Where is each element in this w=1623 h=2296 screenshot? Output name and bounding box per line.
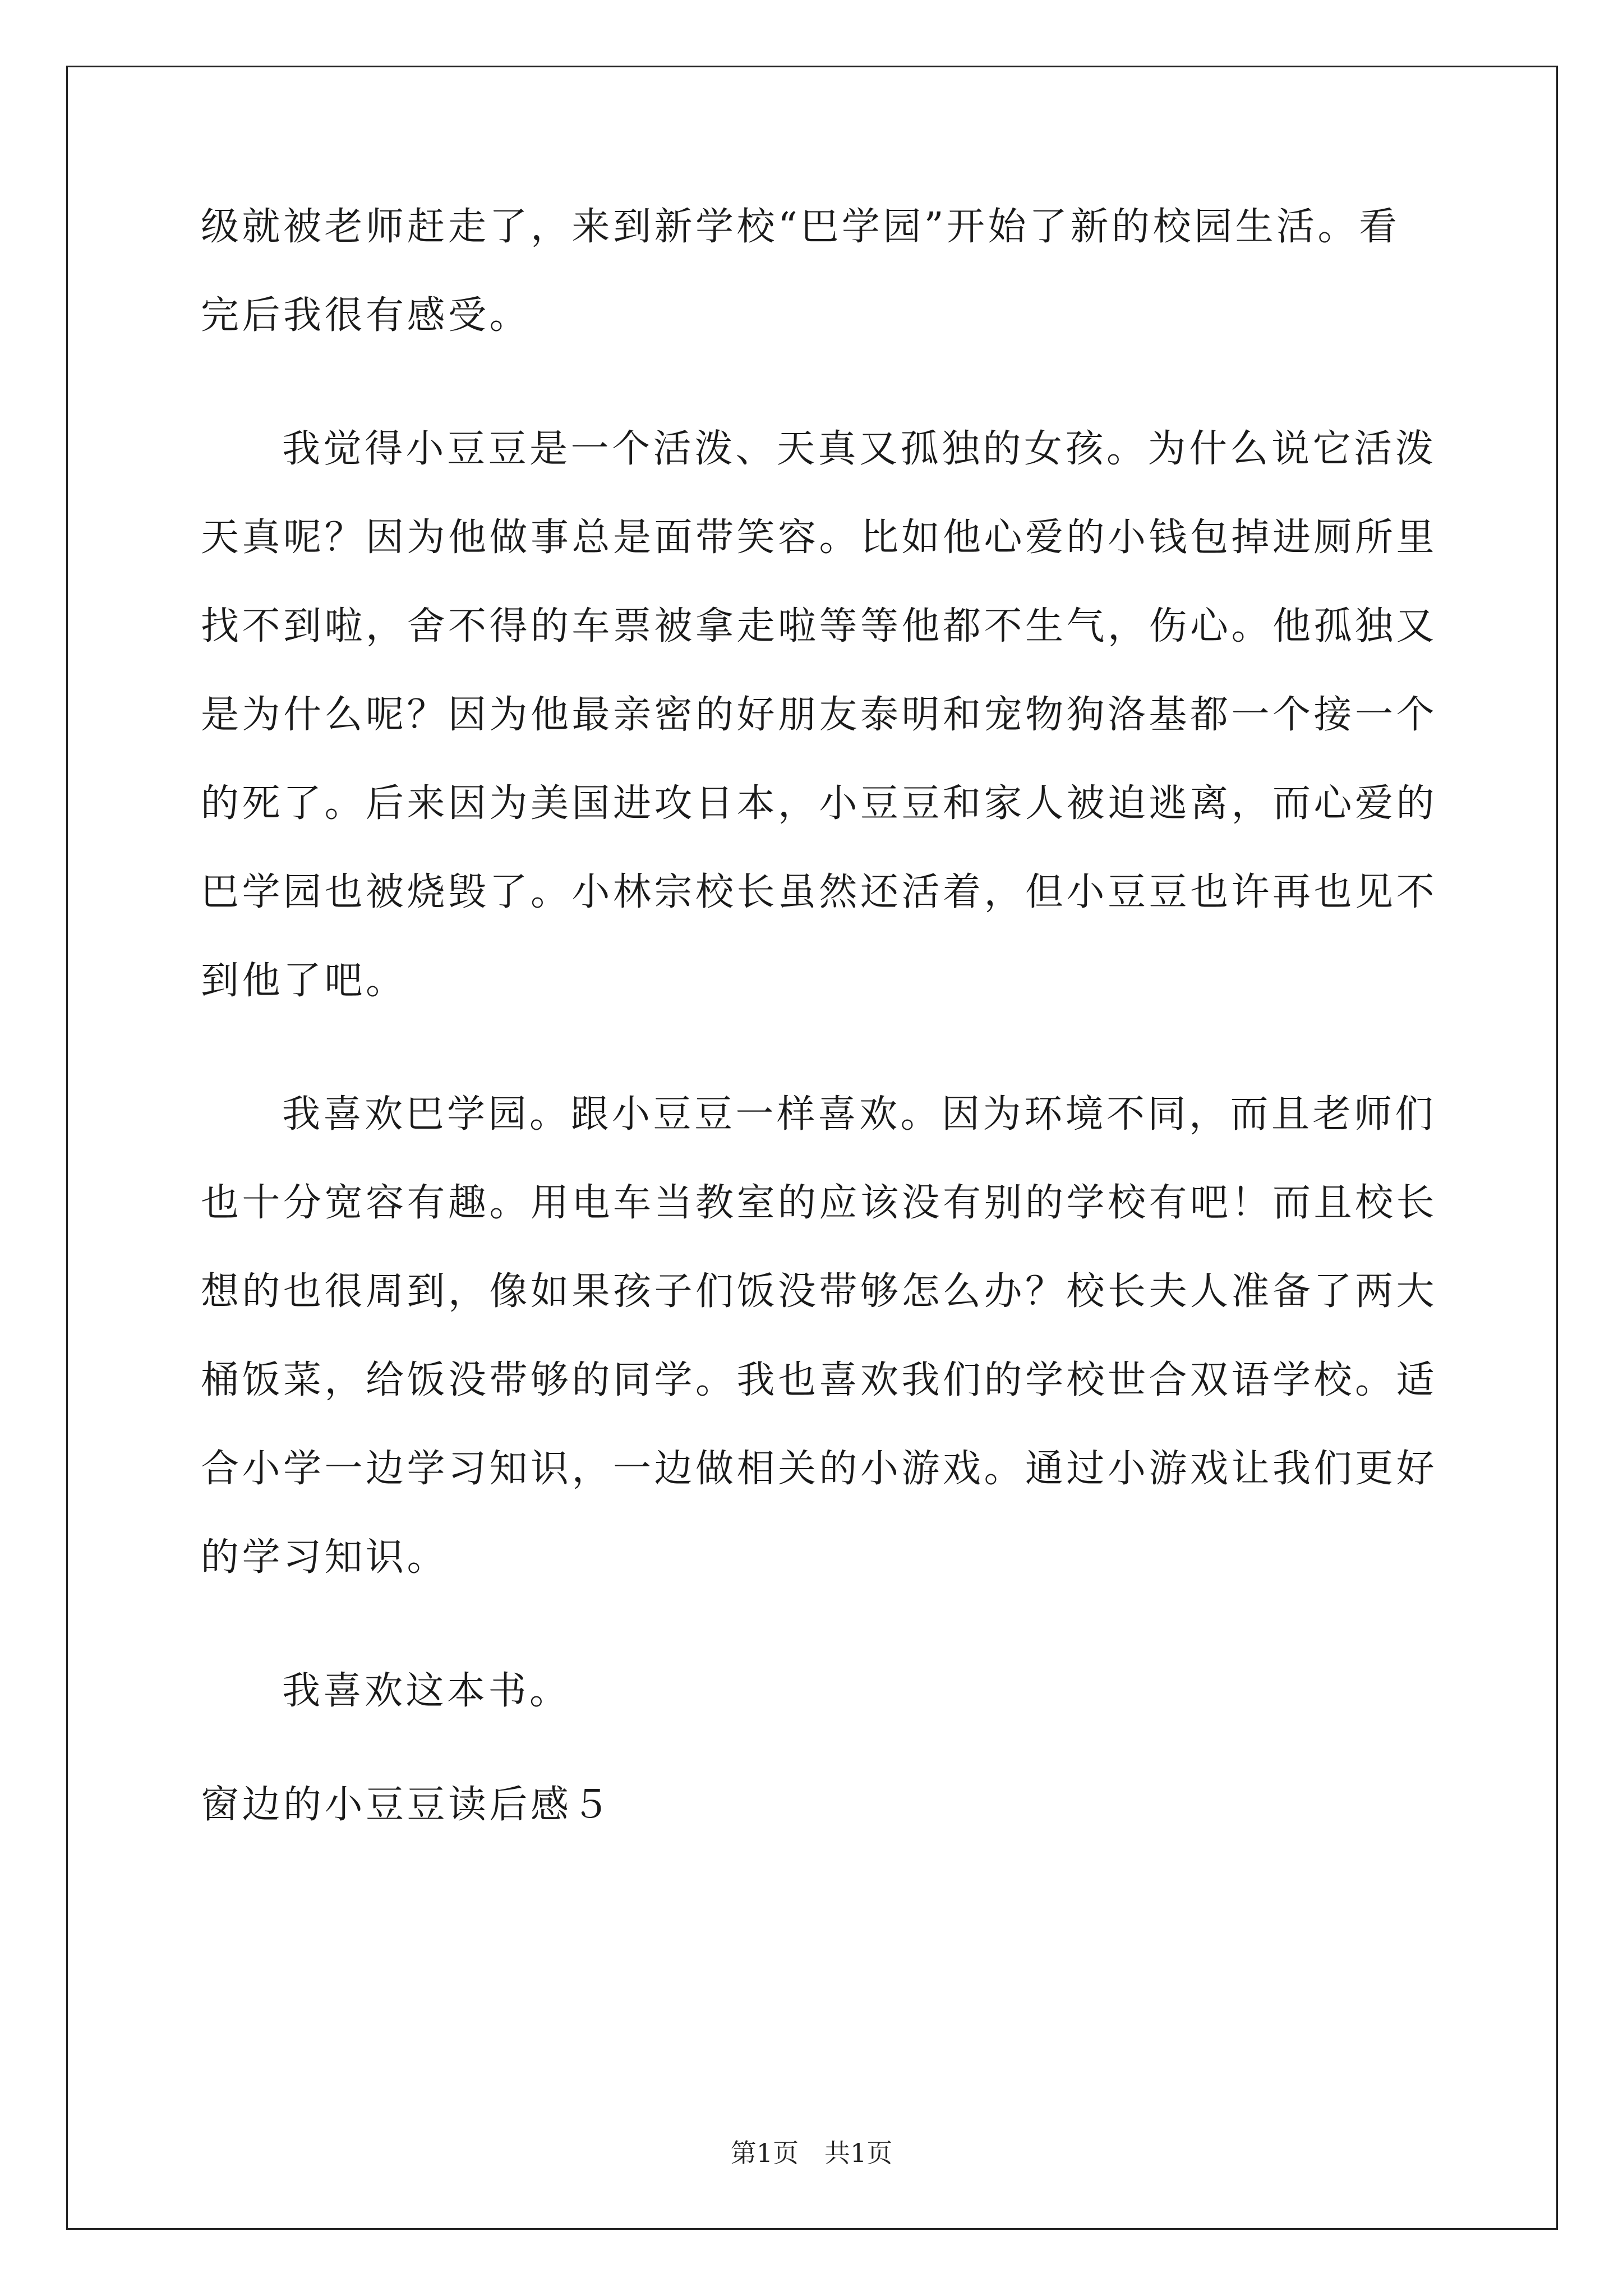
section-heading: 窗边的小豆豆读后感５	[201, 1783, 614, 1827]
text-line: 桶饭菜，给饭没带够的同学。我也喜欢我们的学校世合双语学校。适	[201, 1358, 1438, 1402]
page-border	[66, 66, 1558, 2230]
text-line: 的死了。后来因为美国进攻日本，小豆豆和家人被迫逃离，而心爱的	[201, 781, 1438, 826]
text-line: 巴学园也被烧毁了。小林宗校长虽然还活着，但小豆豆也许再也见不	[201, 870, 1438, 914]
text-line: 到他了吧。	[201, 959, 407, 1003]
text-line: 找不到啦，舍不得的车票被拿走啦等等他都不生气，伤心。他孤独又	[201, 604, 1438, 648]
text-line: 想的也很周到，像如果孩子们饭没带够怎么办？校长夫人准备了两大	[201, 1269, 1438, 1314]
text-line: 级就被老师赶走了，来到新学校“巴学园”开始了新的校园生活。看	[201, 205, 1400, 249]
page-footer: 第1页 共1页	[730, 2138, 893, 2168]
text-line: 我喜欢巴学园。跟小豆豆一样喜欢。因为环境不同，而且老师们	[282, 1092, 1437, 1137]
text-line: 我觉得小豆豆是一个活泼、天真又孤独的女孩。为什么说它活泼	[282, 427, 1437, 471]
text-line: 也十分宽容有趣。用电车当教室的应该没有别的学校有吧！而且校长	[201, 1181, 1438, 1225]
text-line: 天真呢？因为他做事总是面带笑容。比如他心爱的小钱包掉进厕所里	[201, 516, 1438, 560]
text-line: 合小学一边学习知识，一边做相关的小游戏。通过小游戏让我们更好	[201, 1447, 1438, 1491]
text-line: 是为什么呢？因为他最亲密的好朋友泰明和宠物狗洛基都一个接一个	[201, 693, 1438, 737]
text-line: 的学习知识。	[201, 1535, 449, 1580]
text-line: 完后我很有感受。	[201, 293, 531, 338]
text-line: 我喜欢这本书。	[282, 1669, 571, 1713]
